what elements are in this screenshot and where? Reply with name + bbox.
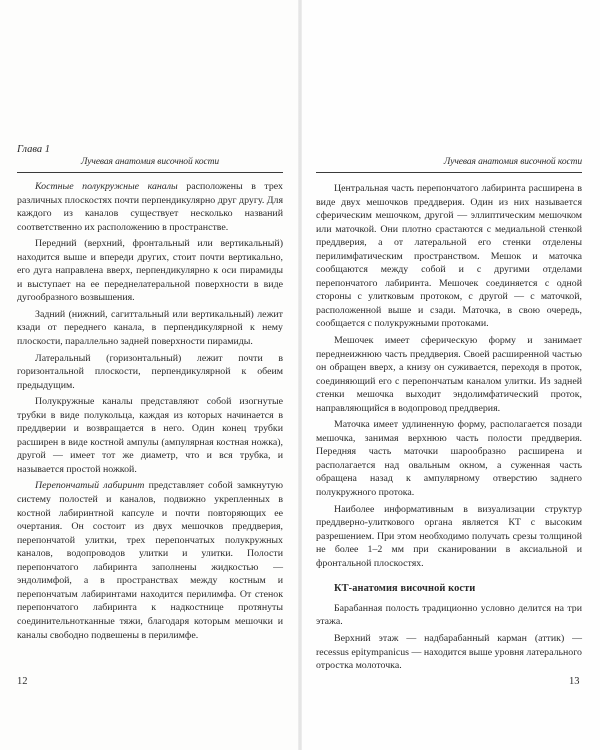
- paragraph: Наиболее информативным в визуализации структур преддверно-улиткового органа является КТ с высоким разрешением. При этом необходимо получать срезы толщиной не более 1–2 мм при сканировании в аксиальной и фронтальной плоскостях.: [316, 503, 582, 569]
- paragraph: Верхний этаж — надбарабанный карман (аттик) — recessus epitympanicus — находится выше уровня латерального отростка молоточка.: [316, 632, 582, 672]
- paragraph: Задний (нижний, сагиттальный или вертикальный) лежит кзади от переднего канала, в перпендикулярной к нему плоскости, параллельно задней поверхности пирамиды.: [17, 308, 283, 348]
- paragraph: [17, 180, 283, 234]
- paragraph: Маточка имеет удлиненную форму, располагается позади мешочка, занимая верхнюю часть полости преддверия. Передняя часть маточки шарообразно расширена и располагается над овальным окном, а суженная часть обращена назад к ампулярному отверстию заднего полукружного протока.: [316, 419, 582, 499]
- page-number-right: 13: [569, 676, 580, 687]
- page-number-left: 12: [17, 676, 28, 687]
- paragraph: Передний (верхний, фронтальный или вертикальный) находится выше и впереди других, стоит почти вертикально, его дуга направлена вверх, перпендикулярно к оси пирамиды и выступает на ее переднелатеральной поверхности в виде дугообразного возвышения.: [17, 238, 283, 304]
- paragraph-text: представляет собой замкнутую систему полостей и каналов, подвижно укрепленных в костной лабиринтной капсуле и почти повторяющих ее очертания. Он состоит из двух мешочков преддверия, перепончатой улитки, трех перепончатых полукружных каналов, водопроводов улитки и улитки. Полости перепончатого лабиринта заполнены жидкостью — эндолимфой, а в пространствах между костным и перепончатым лабиринтами находится перилимфа. От стенок перепончатого лабиринта к надкостнице протянуты соединительнотканные тяжи, благодаря которым мешочки и каналы свободно подвешены в перилимфе.: [17, 480, 283, 641]
- paragraph: Латеральный (горизонтальный) лежит почти в горизонтальной плоскости, перпендикулярной к обеим предыдущим.: [17, 352, 283, 391]
- italic-term: Костные полукружные каналы: [35, 181, 178, 192]
- left-page-body: [17, 180, 283, 645]
- header-rule-right: [316, 172, 582, 173]
- running-head-left: Лучевая анатомия височной кости: [80, 157, 220, 167]
- paragraph: Мешочек имеет сферическую форму и занимает переднеижнюю часть преддверия. Своей расширенной частью он обращен вверх, а книзу он суживается, переходя в проток, соединяющий его с перепончатым каналом улитки. Из задней стенки мешочка выходит эндолимфатический проток, направляющийся в водопровод преддверия.: [316, 335, 582, 414]
- paragraph: Центральная часть перепончатого лабиринта расширена в виде двух мешочков преддверия. Один из них называется сферическим мешочком, другой — эллиптическим мешочком или маточкой. Они плотно срастаются с медиальной стенкой преддверия, а от латеральной его стенки отделены перилимфатическим пространством. Мешок и маточка сообщаются между собой и с другими отделами перепончатого лабиринта. Мешочек соединяется с одной стороны с улитковым протоком, с другой — с маточкой, расположенной выше и сзади. Маточка, в свою очередь, сообщается с полукружными протоками.: [316, 183, 582, 330]
- paragraph-text: расположены в трех различных плоскостях почти перпендикулярно друг другу. Для каждого из каналов существует несколько названий соответственно их расположению в пространстве.: [17, 181, 283, 233]
- header-rule-left: [17, 172, 283, 173]
- book-gutter: [298, 0, 302, 750]
- section-heading: КТ-анатомия височной кости: [334, 583, 476, 595]
- paragraph: Барабанная полость традиционно условно делится на три этажа.: [316, 602, 582, 628]
- italic-term: Перепончатый лабиринт: [35, 480, 145, 492]
- running-head-right: Лучевая анатомия височной кости: [443, 157, 582, 167]
- right-page-body: [316, 182, 582, 676]
- paragraph: [17, 479, 283, 642]
- chapter-label: Глава 1: [17, 144, 50, 155]
- paragraph: Полукружные каналы представляют собой изогнутые трубки в виде полукольца, каждая из которых начинается в преддверии и возвращается в него. Один конец трубки расширен в виде костной ампулы (ампулярная костная ножка), другой — имеет тот же диаметр, что и вся трубка, и называется простой ножкой.: [17, 396, 283, 475]
